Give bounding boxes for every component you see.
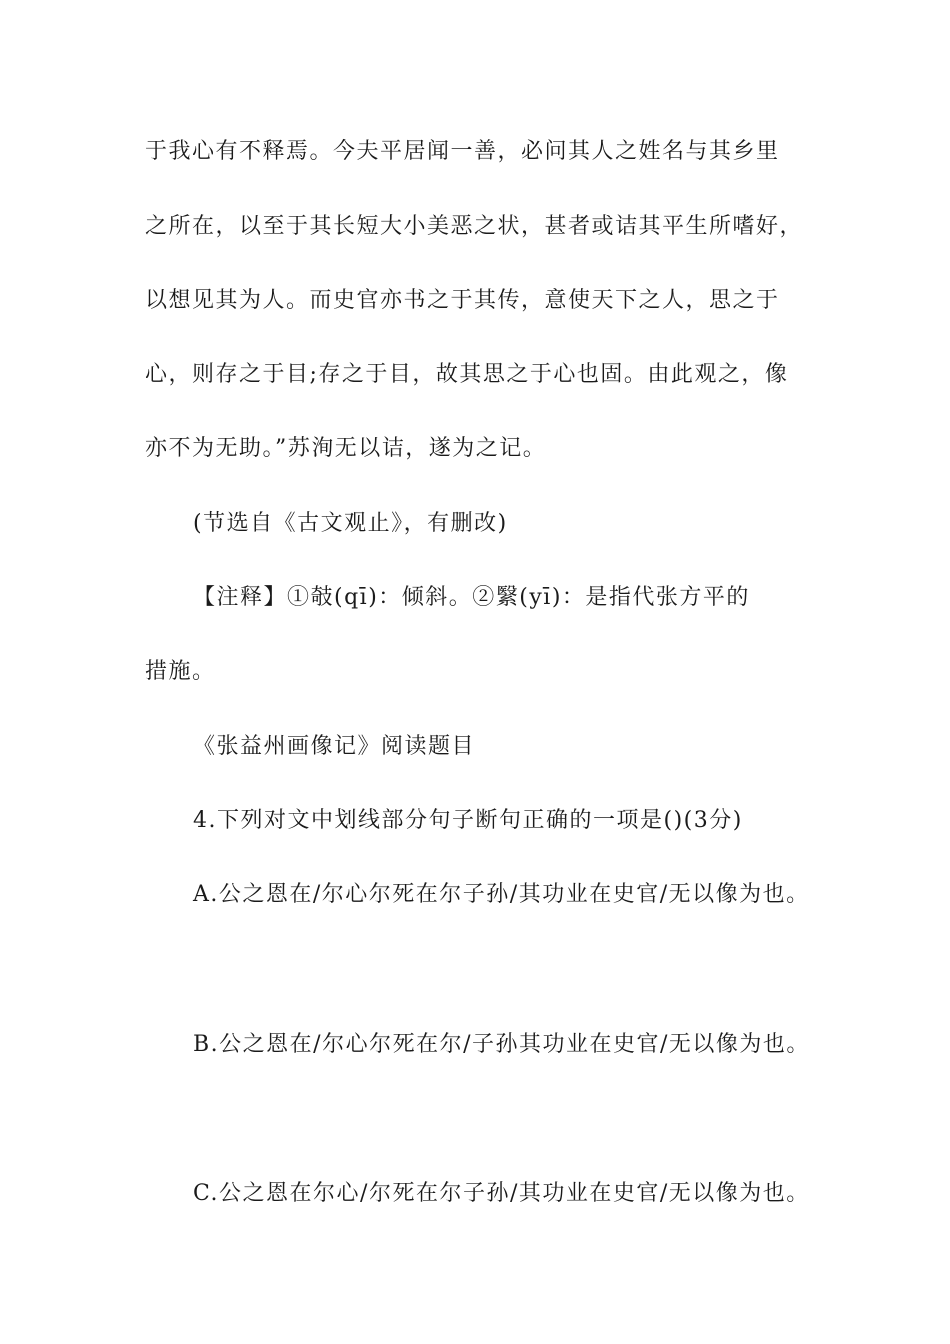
passage-line: 心，则存之于目;存之于目，故其思之于心也固。由此观之，像: [145, 362, 789, 387]
option-a: A.公之恩在/尔心尔死在尔子孙/其功业在史官/无以像为也。: [193, 882, 810, 907]
section-title: 《张益州画像记》阅读题目: [193, 734, 476, 759]
annotation-line: 【注释】①攲(qī)：倾斜。②繄(yī)：是指代张方平的: [193, 585, 750, 610]
passage-line: 之所在，以至于其长短大小美恶之状，甚者或诘其平生所嗜好，: [145, 214, 804, 239]
passage-line: 于我心有不释焉。今夫平居闻一善，必问其人之姓名与其乡里: [145, 139, 780, 164]
passage-line: 亦不为无助。”苏洵无以诘，遂为之记。: [145, 436, 547, 461]
source-note: (节选自《古文观止》，有删改): [193, 511, 508, 536]
annotation-line: 措施。: [145, 659, 216, 684]
option-c: C.公之恩在尔心/尔死在尔子孙/其功业在史官/无以像为也。: [193, 1181, 810, 1206]
question-text: 4.下列对文中划线部分句子断句正确的一项是()(3分): [193, 808, 743, 833]
passage-line: 以想见其为人。而史官亦书之于其传，意使天下之人，思之于: [145, 288, 780, 313]
option-b: B.公之恩在/尔心尔死在尔/子孙其功业在史官/无以像为也。: [193, 1032, 810, 1057]
